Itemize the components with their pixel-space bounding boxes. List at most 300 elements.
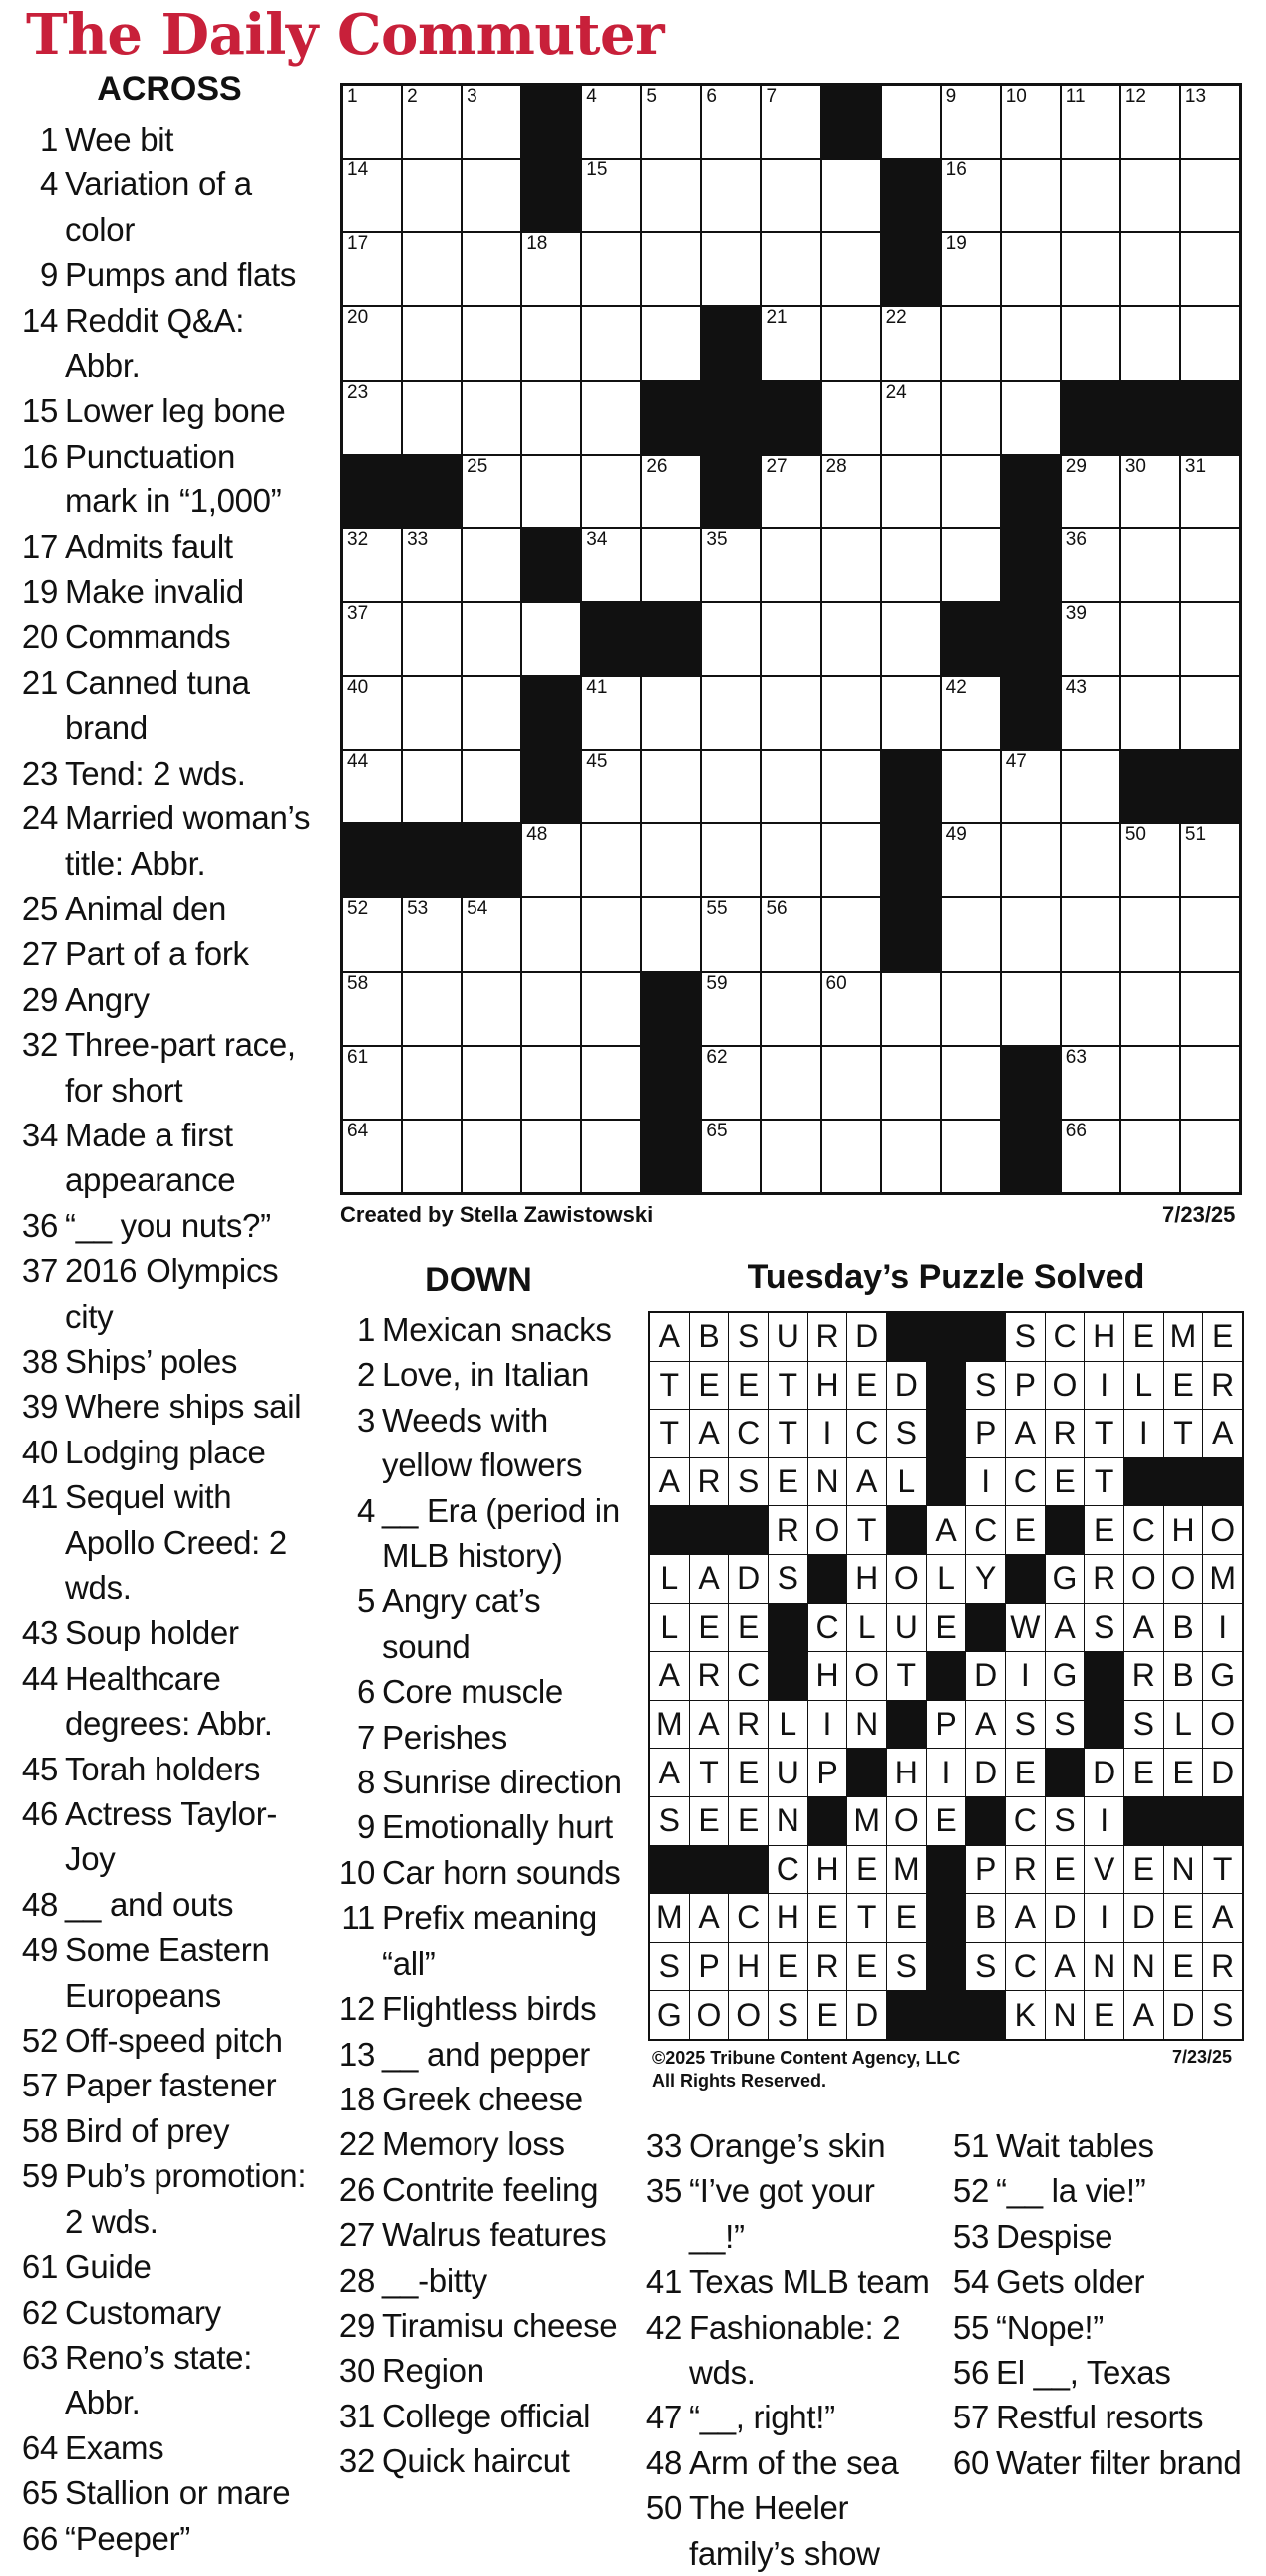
grid-cell[interactable] bbox=[882, 1121, 940, 1192]
clue-item[interactable] bbox=[14, 1384, 313, 1429]
clue-item[interactable] bbox=[14, 2063, 313, 2107]
grid-cell[interactable] bbox=[522, 1047, 580, 1119]
clue-item[interactable] bbox=[331, 1986, 630, 2031]
clue-item[interactable] bbox=[14, 388, 313, 433]
grid-cell[interactable] bbox=[762, 160, 819, 231]
grid-cell[interactable] bbox=[403, 160, 461, 231]
grid-cell[interactable] bbox=[1181, 1121, 1239, 1192]
grid-cell[interactable] bbox=[822, 456, 880, 527]
grid-cell[interactable] bbox=[1121, 973, 1179, 1045]
grid-cell[interactable] bbox=[822, 603, 880, 675]
grid-cell[interactable] bbox=[882, 307, 940, 379]
clue-item[interactable] bbox=[638, 2440, 937, 2485]
grid-cell[interactable] bbox=[403, 898, 461, 970]
clue-item[interactable] bbox=[14, 2516, 313, 2561]
clue-item[interactable] bbox=[638, 2395, 937, 2439]
grid-cell[interactable] bbox=[822, 233, 880, 305]
grid-cell[interactable] bbox=[582, 751, 640, 822]
clue-number: 41 bbox=[645, 2263, 682, 2301]
grid-cell[interactable] bbox=[1002, 824, 1060, 896]
clue-item[interactable] bbox=[638, 2259, 937, 2304]
grid-cell[interactable] bbox=[762, 307, 819, 379]
clue-number: 16 bbox=[21, 437, 58, 475]
grid-cell[interactable] bbox=[582, 307, 640, 379]
clue-number: 50 bbox=[645, 2489, 682, 2527]
clue-item[interactable] bbox=[14, 1610, 313, 1655]
clue-item[interactable] bbox=[945, 2123, 1254, 2168]
grid-cell[interactable] bbox=[343, 382, 401, 454]
grid-cell[interactable] bbox=[642, 898, 700, 970]
grid-cell[interactable] bbox=[642, 529, 700, 601]
grid-cell[interactable] bbox=[522, 824, 580, 896]
black-square bbox=[1002, 1121, 1060, 1192]
solved-letter-cell: C bbox=[729, 1410, 768, 1457]
grid-cell[interactable] bbox=[343, 160, 401, 231]
solved-black-square bbox=[927, 1991, 966, 2039]
grid-cell[interactable] bbox=[343, 603, 401, 675]
grid-cell[interactable] bbox=[582, 456, 640, 527]
grid-cell[interactable] bbox=[822, 382, 880, 454]
grid-cell[interactable] bbox=[1181, 529, 1239, 601]
grid-cell[interactable] bbox=[1181, 160, 1239, 231]
grid-cell[interactable] bbox=[882, 1047, 940, 1119]
grid-cell[interactable] bbox=[343, 86, 401, 158]
grid-cell[interactable] bbox=[1062, 307, 1119, 379]
grid-cell[interactable] bbox=[1181, 603, 1239, 675]
grid-cell[interactable] bbox=[762, 824, 819, 896]
clue-item[interactable] bbox=[14, 298, 313, 389]
clue-item[interactable] bbox=[14, 117, 313, 161]
clue-item[interactable] bbox=[14, 1248, 313, 1339]
black-square bbox=[642, 973, 700, 1045]
grid-cell[interactable] bbox=[942, 529, 1000, 601]
clue-item[interactable] bbox=[945, 2305, 1254, 2350]
grid-cell[interactable] bbox=[642, 751, 700, 822]
grid-cell[interactable] bbox=[522, 1121, 580, 1192]
clue-item[interactable] bbox=[945, 2259, 1254, 2304]
grid-cell[interactable] bbox=[1062, 824, 1119, 896]
clue-item[interactable] bbox=[331, 2032, 630, 2077]
grid-cell[interactable] bbox=[1002, 160, 1060, 231]
grid-cell[interactable] bbox=[343, 1047, 401, 1119]
grid-cell[interactable] bbox=[463, 603, 520, 675]
grid-cell[interactable] bbox=[642, 86, 700, 158]
grid-cell[interactable] bbox=[582, 382, 640, 454]
clue-item[interactable] bbox=[638, 2168, 937, 2259]
clue-item[interactable] bbox=[331, 1398, 630, 1488]
grid-cell[interactable] bbox=[403, 529, 461, 601]
grid-cell[interactable] bbox=[1062, 898, 1119, 970]
grid-cell[interactable] bbox=[582, 529, 640, 601]
grid-cell[interactable] bbox=[1062, 456, 1119, 527]
clue-item[interactable] bbox=[14, 2244, 313, 2289]
grid-cell[interactable] bbox=[1121, 160, 1179, 231]
clue-item[interactable] bbox=[14, 2290, 313, 2335]
grid-cell[interactable] bbox=[1002, 86, 1060, 158]
grid-cell[interactable] bbox=[1181, 677, 1239, 749]
grid-cell[interactable] bbox=[343, 677, 401, 749]
grid-cell[interactable] bbox=[882, 456, 940, 527]
grid-cell[interactable] bbox=[582, 160, 640, 231]
solved-puzzle-grid bbox=[648, 1311, 1244, 2041]
grid-cell[interactable] bbox=[702, 973, 760, 1045]
grid-cell[interactable] bbox=[1002, 382, 1060, 454]
grid-cell[interactable] bbox=[403, 751, 461, 822]
grid-cell[interactable] bbox=[522, 973, 580, 1045]
clue-item[interactable] bbox=[331, 1804, 630, 1849]
grid-cell[interactable] bbox=[343, 529, 401, 601]
clue-item[interactable] bbox=[331, 1850, 630, 1895]
grid-cell[interactable] bbox=[403, 86, 461, 158]
grid-cell[interactable] bbox=[1062, 1047, 1119, 1119]
clue-text: Quick haircut bbox=[382, 2442, 570, 2480]
grid-cell[interactable] bbox=[1121, 307, 1179, 379]
clue-item[interactable] bbox=[331, 1352, 630, 1397]
grid-cell[interactable] bbox=[1002, 307, 1060, 379]
cell-number: 15 bbox=[586, 160, 608, 181]
clue-item[interactable] bbox=[14, 1747, 313, 1791]
grid-cell[interactable] bbox=[463, 86, 520, 158]
grid-cell[interactable] bbox=[762, 677, 819, 749]
grid-cell[interactable] bbox=[822, 160, 880, 231]
grid-cell[interactable] bbox=[1181, 824, 1239, 896]
grid-cell[interactable] bbox=[463, 973, 520, 1045]
grid-cell[interactable] bbox=[463, 307, 520, 379]
clue-number: 56 bbox=[952, 2354, 989, 2392]
grid-cell[interactable] bbox=[822, 1047, 880, 1119]
clue-item[interactable] bbox=[638, 2485, 937, 2576]
grid-cell[interactable] bbox=[1002, 751, 1060, 822]
clue-item[interactable] bbox=[945, 2395, 1254, 2439]
grid-cell[interactable] bbox=[822, 677, 880, 749]
grid-cell[interactable] bbox=[1121, 824, 1179, 896]
grid-cell[interactable] bbox=[762, 1047, 819, 1119]
clue-item[interactable] bbox=[14, 751, 313, 796]
grid-cell[interactable] bbox=[403, 382, 461, 454]
grid-cell[interactable] bbox=[882, 86, 940, 158]
grid-cell[interactable] bbox=[942, 751, 1000, 822]
grid-cell[interactable] bbox=[1062, 86, 1119, 158]
clue-item[interactable] bbox=[14, 252, 313, 297]
grid-cell[interactable] bbox=[762, 751, 819, 822]
grid-cell[interactable] bbox=[702, 529, 760, 601]
solved-letter-cell: T bbox=[1085, 1458, 1123, 1506]
clue-text: Perishes bbox=[382, 1718, 507, 1756]
grid-cell[interactable] bbox=[582, 233, 640, 305]
grid-cell[interactable] bbox=[882, 973, 940, 1045]
grid-cell[interactable] bbox=[1121, 529, 1179, 601]
grid-cell[interactable] bbox=[343, 751, 401, 822]
grid-cell[interactable] bbox=[1121, 1121, 1179, 1192]
grid-cell[interactable] bbox=[1181, 307, 1239, 379]
grid-cell[interactable] bbox=[463, 160, 520, 231]
grid-cell[interactable] bbox=[582, 898, 640, 970]
cell-number: 52 bbox=[347, 898, 369, 920]
solved-letter-cell: C bbox=[1006, 1458, 1045, 1506]
clue-item[interactable] bbox=[14, 1656, 313, 1747]
clue-text: Made a first appearance bbox=[65, 1116, 236, 1199]
black-square bbox=[882, 751, 940, 822]
grid-cell[interactable] bbox=[822, 824, 880, 896]
grid-cell[interactable] bbox=[403, 973, 461, 1045]
grid-cell[interactable] bbox=[642, 824, 700, 896]
grid-cell[interactable] bbox=[762, 1121, 819, 1192]
grid-cell[interactable] bbox=[822, 529, 880, 601]
grid-cell[interactable] bbox=[762, 86, 819, 158]
grid-cell[interactable] bbox=[762, 603, 819, 675]
grid-cell[interactable] bbox=[942, 307, 1000, 379]
solved-letter-cell: E bbox=[1203, 1313, 1242, 1361]
grid-cell[interactable] bbox=[1121, 603, 1179, 675]
clue-item[interactable] bbox=[14, 614, 313, 659]
grid-cell[interactable] bbox=[463, 1121, 520, 1192]
clue-item[interactable] bbox=[14, 524, 313, 569]
grid-cell[interactable] bbox=[1181, 973, 1239, 1045]
clue-item[interactable] bbox=[331, 1669, 630, 1714]
grid-cell[interactable] bbox=[702, 824, 760, 896]
grid-cell[interactable] bbox=[702, 86, 760, 158]
clue-number: 42 bbox=[645, 2308, 682, 2346]
clue-item[interactable] bbox=[331, 1488, 630, 1579]
clue-item[interactable] bbox=[331, 2303, 630, 2348]
copyright-line-1: ©2025 Tribune Content Agency, LLC bbox=[652, 2048, 961, 2068]
grid-cell[interactable] bbox=[582, 824, 640, 896]
grid-cell[interactable] bbox=[942, 1121, 1000, 1192]
grid-cell[interactable] bbox=[1002, 898, 1060, 970]
grid-cell[interactable] bbox=[1181, 456, 1239, 527]
clue-item[interactable] bbox=[331, 1895, 630, 1986]
grid-cell[interactable] bbox=[343, 898, 401, 970]
clue-item[interactable] bbox=[14, 434, 313, 524]
grid-cell[interactable] bbox=[522, 603, 580, 675]
grid-cell[interactable] bbox=[463, 1047, 520, 1119]
grid-cell[interactable] bbox=[1181, 898, 1239, 970]
clue-item[interactable] bbox=[14, 1927, 313, 2018]
grid-cell[interactable] bbox=[1062, 529, 1119, 601]
grid-cell[interactable] bbox=[1062, 603, 1119, 675]
grid-cell[interactable] bbox=[522, 233, 580, 305]
clue-item[interactable] bbox=[331, 2394, 630, 2438]
clue-text: Off-speed pitch bbox=[65, 2022, 283, 2060]
clue-item[interactable] bbox=[14, 1474, 313, 1610]
grid-cell[interactable] bbox=[702, 160, 760, 231]
grid-cell[interactable] bbox=[1121, 898, 1179, 970]
grid-cell[interactable] bbox=[463, 898, 520, 970]
grid-cell[interactable] bbox=[1181, 233, 1239, 305]
grid-cell[interactable] bbox=[642, 160, 700, 231]
grid-cell[interactable] bbox=[1002, 233, 1060, 305]
grid-cell[interactable] bbox=[1062, 160, 1119, 231]
solved-letter-cell: T bbox=[847, 1894, 886, 1942]
grid-cell[interactable] bbox=[882, 677, 940, 749]
grid-cell[interactable] bbox=[582, 677, 640, 749]
grid-cell[interactable] bbox=[702, 1121, 760, 1192]
grid-cell[interactable] bbox=[1062, 677, 1119, 749]
grid-cell[interactable] bbox=[762, 529, 819, 601]
grid-cell[interactable] bbox=[702, 233, 760, 305]
clue-number: 13 bbox=[338, 2035, 375, 2073]
grid-cell[interactable] bbox=[942, 233, 1000, 305]
grid-cell[interactable] bbox=[642, 233, 700, 305]
grid-cell[interactable] bbox=[942, 1047, 1000, 1119]
grid-cell[interactable] bbox=[1121, 86, 1179, 158]
clue-item[interactable] bbox=[331, 2167, 630, 2212]
grid-cell[interactable] bbox=[762, 898, 819, 970]
solved-letter-cell: E bbox=[847, 1846, 886, 1894]
clue-item[interactable] bbox=[14, 1430, 313, 1474]
clue-item[interactable] bbox=[14, 1022, 313, 1113]
solved-letter-cell: O bbox=[887, 1797, 926, 1845]
clue-item[interactable] bbox=[14, 977, 313, 1022]
clue-item[interactable] bbox=[14, 1882, 313, 1927]
grid-cell[interactable] bbox=[1062, 751, 1119, 822]
grid-cell[interactable] bbox=[582, 1047, 640, 1119]
grid-cell[interactable] bbox=[642, 456, 700, 527]
clue-item[interactable] bbox=[945, 2214, 1254, 2259]
grid-cell[interactable] bbox=[463, 233, 520, 305]
clue-item[interactable] bbox=[945, 2440, 1254, 2485]
solved-letter-cell: C bbox=[729, 1652, 768, 1700]
clue-item[interactable] bbox=[331, 2121, 630, 2166]
clue-item[interactable] bbox=[331, 1715, 630, 1760]
clue-item[interactable] bbox=[14, 796, 313, 886]
clue-item[interactable] bbox=[14, 1203, 313, 1248]
clue-number: 45 bbox=[21, 1750, 58, 1787]
clue-item[interactable] bbox=[331, 2348, 630, 2393]
grid-cell[interactable] bbox=[702, 603, 760, 675]
grid-cell[interactable] bbox=[463, 382, 520, 454]
grid-cell[interactable] bbox=[582, 1121, 640, 1192]
grid-cell[interactable] bbox=[463, 677, 520, 749]
grid-cell[interactable] bbox=[1121, 233, 1179, 305]
cell-number: 11 bbox=[1065, 86, 1086, 107]
clue-item[interactable] bbox=[14, 660, 313, 751]
grid-cell[interactable] bbox=[702, 677, 760, 749]
clue-item[interactable] bbox=[331, 1760, 630, 1804]
grid-cell[interactable] bbox=[1181, 1047, 1239, 1119]
grid-cell[interactable] bbox=[882, 382, 940, 454]
grid-cell[interactable] bbox=[882, 603, 940, 675]
clue-item[interactable] bbox=[331, 2258, 630, 2303]
cell-number: 4 bbox=[586, 86, 597, 107]
grid-cell[interactable] bbox=[1121, 456, 1179, 527]
clue-item[interactable] bbox=[14, 1791, 313, 1882]
grid-cell[interactable] bbox=[343, 973, 401, 1045]
grid-cell[interactable] bbox=[702, 898, 760, 970]
grid-cell[interactable] bbox=[762, 456, 819, 527]
grid-cell[interactable] bbox=[762, 973, 819, 1045]
clue-item[interactable] bbox=[14, 569, 313, 614]
grid-cell[interactable] bbox=[403, 233, 461, 305]
clue-number: 62 bbox=[21, 2293, 58, 2331]
clue-item[interactable] bbox=[14, 2425, 313, 2470]
clue-item[interactable] bbox=[14, 886, 313, 931]
grid-cell[interactable] bbox=[403, 603, 461, 675]
grid-cell[interactable] bbox=[942, 824, 1000, 896]
grid-cell[interactable] bbox=[343, 233, 401, 305]
grid-cell[interactable] bbox=[942, 160, 1000, 231]
clue-item[interactable] bbox=[638, 2305, 937, 2396]
grid-cell[interactable] bbox=[1062, 1121, 1119, 1192]
grid-cell[interactable] bbox=[1181, 86, 1239, 158]
grid-cell[interactable] bbox=[463, 751, 520, 822]
clue-item[interactable] bbox=[14, 2153, 313, 2244]
clue-item[interactable] bbox=[14, 931, 313, 976]
clue-item[interactable] bbox=[331, 2212, 630, 2257]
clue-item[interactable] bbox=[331, 1578, 630, 1669]
grid-cell[interactable] bbox=[582, 973, 640, 1045]
grid-cell[interactable] bbox=[1002, 973, 1060, 1045]
grid-cell[interactable] bbox=[522, 307, 580, 379]
grid-cell[interactable] bbox=[463, 456, 520, 527]
grid-cell[interactable] bbox=[343, 307, 401, 379]
solved-letter-cell: H bbox=[1164, 1506, 1203, 1554]
grid-cell[interactable] bbox=[463, 529, 520, 601]
clue-item[interactable] bbox=[331, 2077, 630, 2121]
clue-item[interactable] bbox=[331, 2438, 630, 2483]
grid-cell[interactable] bbox=[882, 529, 940, 601]
grid-cell[interactable] bbox=[522, 456, 580, 527]
grid-cell[interactable] bbox=[642, 307, 700, 379]
grid-cell[interactable] bbox=[343, 1121, 401, 1192]
grid-cell[interactable] bbox=[822, 1121, 880, 1192]
clue-item[interactable] bbox=[14, 161, 313, 252]
clue-item[interactable] bbox=[14, 2018, 313, 2063]
grid-cell[interactable] bbox=[522, 382, 580, 454]
grid-cell[interactable] bbox=[942, 677, 1000, 749]
clue-item[interactable] bbox=[638, 2123, 937, 2168]
clue-item[interactable] bbox=[945, 2168, 1254, 2213]
grid-cell[interactable] bbox=[403, 1047, 461, 1119]
grid-cell[interactable] bbox=[822, 973, 880, 1045]
grid-cell[interactable] bbox=[1121, 677, 1179, 749]
clue-item[interactable] bbox=[331, 1307, 630, 1352]
grid-cell[interactable] bbox=[403, 677, 461, 749]
grid-cell[interactable] bbox=[522, 898, 580, 970]
clue-number: 32 bbox=[338, 2442, 375, 2480]
clue-item[interactable] bbox=[14, 2470, 313, 2515]
grid-cell[interactable] bbox=[822, 307, 880, 379]
grid-cell[interactable] bbox=[642, 677, 700, 749]
grid-cell[interactable] bbox=[942, 898, 1000, 970]
grid-cell[interactable] bbox=[1062, 973, 1119, 1045]
grid-cell[interactable] bbox=[942, 86, 1000, 158]
grid-cell[interactable] bbox=[403, 307, 461, 379]
grid-cell[interactable] bbox=[942, 973, 1000, 1045]
grid-cell[interactable] bbox=[822, 751, 880, 822]
grid-cell[interactable] bbox=[403, 1121, 461, 1192]
solved-black-square bbox=[927, 1410, 966, 1457]
clue-item[interactable] bbox=[14, 2335, 313, 2425]
grid-cell[interactable] bbox=[762, 233, 819, 305]
grid-cell[interactable] bbox=[822, 898, 880, 970]
clue-item[interactable] bbox=[14, 1339, 313, 1384]
grid-cell[interactable] bbox=[942, 382, 1000, 454]
grid-cell[interactable] bbox=[1062, 233, 1119, 305]
clue-item[interactable] bbox=[945, 2350, 1254, 2395]
grid-cell[interactable] bbox=[702, 751, 760, 822]
solved-black-square bbox=[847, 1749, 886, 1796]
grid-cell[interactable] bbox=[942, 456, 1000, 527]
crossword-grid[interactable] bbox=[340, 83, 1242, 1195]
clue-item[interactable] bbox=[14, 1113, 313, 1203]
grid-cell[interactable] bbox=[1121, 1047, 1179, 1119]
clue-item[interactable] bbox=[14, 2108, 313, 2153]
cell-number: 9 bbox=[945, 86, 957, 107]
grid-cell[interactable] bbox=[582, 86, 640, 158]
black-square bbox=[822, 86, 880, 158]
grid-cell[interactable] bbox=[702, 1047, 760, 1119]
